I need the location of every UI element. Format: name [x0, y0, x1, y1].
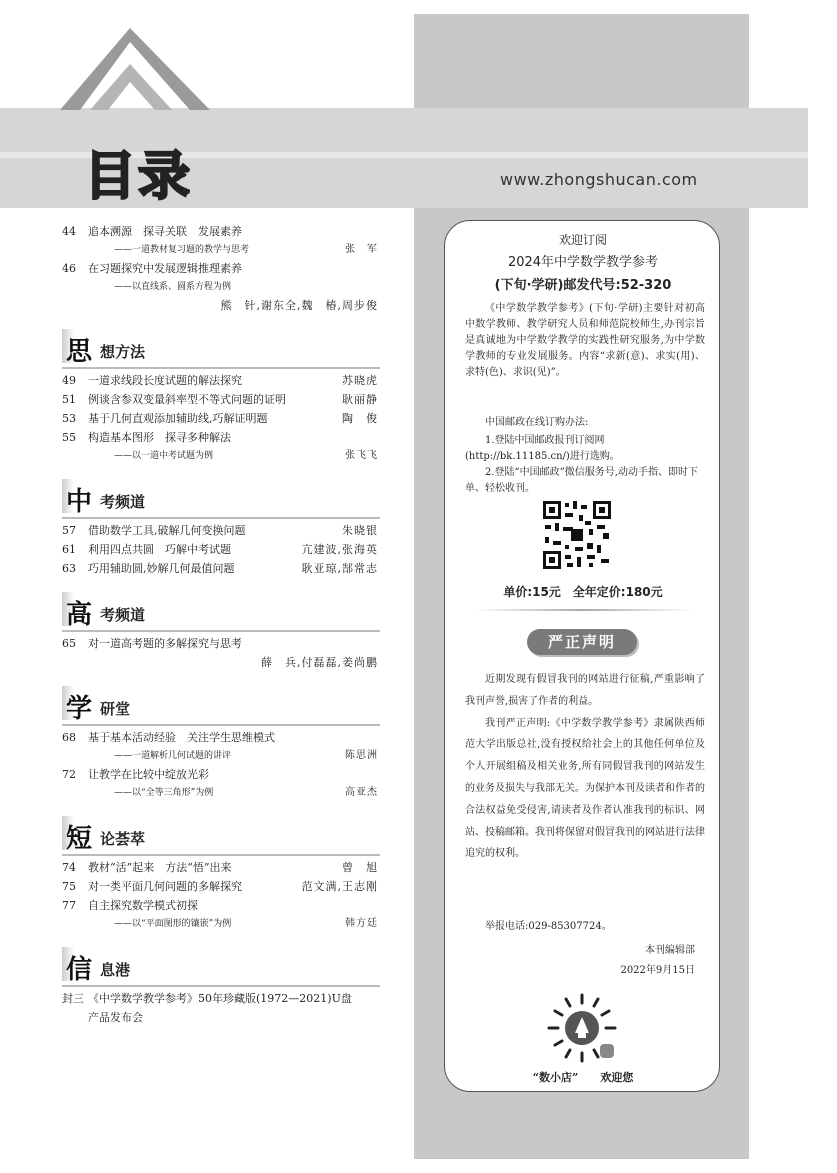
notice-date: 2022年9月15日 [620, 965, 695, 976]
article-subtitle: ——以“全等三角形”为例 [114, 788, 214, 798]
article-author: 耿丽静 [342, 393, 378, 406]
article-title: 利用四点共圆 巧解中考试题 [88, 543, 231, 556]
journal-year-title: 2024年中学数学教学参考 [507, 255, 659, 270]
article-author: 苏晓虎 [342, 374, 378, 387]
toc-entry[interactable] [62, 428, 380, 447]
toc-entry[interactable] [62, 728, 380, 747]
toc-author-row [62, 296, 380, 315]
article-title: 《中学数学教学参考》50年珍藏版(1972—2021)U盘 [88, 992, 352, 1005]
toc-entry[interactable] [62, 989, 380, 1008]
toc-entry[interactable] [62, 634, 380, 653]
order-heading: 中国邮政在线订购办法: [485, 417, 589, 428]
page-number: 55 [62, 431, 76, 444]
editorial-dept: 本刊编辑部 [645, 945, 695, 956]
section-title-big: 高 [66, 600, 93, 630]
mini-program-code-icon[interactable] [545, 991, 619, 1065]
welcome-text: 欢迎订阅 [558, 233, 607, 247]
article-author: 朱晓银 [342, 524, 378, 537]
toc-entry[interactable] [62, 371, 380, 390]
section-header [62, 816, 380, 858]
section-title-big: 信 [66, 955, 93, 985]
article-subtitle: ——一道解析几何试题的讲评 [114, 751, 232, 761]
article-author: 耿亚琼,郜常志 [301, 562, 378, 575]
toc-subtitle-row [62, 784, 380, 802]
page-number: 63 [62, 562, 76, 575]
toc-subtitle-row [62, 241, 380, 259]
article-subtitle: ——一道教材复习题的教学与思考 [114, 245, 250, 255]
article-author: 范文满,王志刚 [301, 880, 378, 893]
article-author: 陈思洲 [345, 750, 378, 761]
toc-entry[interactable] [62, 222, 380, 241]
article-title: 让教学在比较中绽放光彩 [88, 768, 209, 781]
notice-title-badge: 严正声明 [527, 629, 637, 655]
section-underline [62, 854, 380, 856]
page-number: 72 [62, 768, 76, 781]
page-number: 封三 [62, 992, 84, 1005]
page-number: 44 [62, 225, 76, 238]
article-title: 对一道高考题的多解探究与思考 [88, 637, 242, 650]
notice-paragraph-2: 我刊严正声明:《中学数学教学参考》隶属陕西师范大学出版总社,没有授权给社会上的其他任何单位及个人开展组稿及相关业务,所有同假冒我刊的网站发生的业务及损失与我部无关。为保护本刊及读者和作者的合法权益免受侵害,请读者及作者认准我刊的标识、网站、投稿邮箱。我刊将保留对假冒我刊的网站进行法律追究的权利。 [465, 717, 705, 860]
article-title: 教材“活”起来 方法“悟”出来 [88, 861, 232, 874]
article-title: 基于几何直观添加辅助线,巧解证明题 [88, 412, 268, 425]
shop-caption: “数小店” 欢迎您 [532, 1071, 634, 1084]
section-header [62, 592, 380, 634]
divider [473, 609, 693, 611]
notice-body [465, 669, 705, 865]
table-of-contents [62, 222, 380, 1027]
section-underline [62, 724, 380, 726]
page-number: 65 [62, 637, 76, 650]
article-subtitle: ——以“平面图形的镶嵌”为例 [114, 919, 232, 929]
article-title: 巧用辅助圆,妙解几何最值问题 [88, 562, 235, 575]
toc-entry[interactable] [62, 521, 380, 540]
section-underline [62, 367, 380, 369]
article-author: 曾 旭 [342, 861, 378, 874]
section-title-small: 考频道 [100, 606, 146, 624]
section-title-big: 学 [66, 694, 93, 724]
article-title: 自主探究数学模式初探 [88, 899, 198, 912]
section-header [62, 329, 380, 371]
page-title: 目录 [84, 147, 193, 207]
toc-entry[interactable] [62, 409, 380, 428]
article-title: 基于基本活动经验 关注学生思维模式 [88, 731, 275, 744]
page-number: 57 [62, 524, 76, 537]
article-subtitle: ——以一道中考试题为例 [114, 451, 214, 461]
toc-entry[interactable] [62, 540, 380, 559]
section-underline [62, 985, 380, 987]
page-number: 46 [62, 262, 76, 275]
toc-entry-continued [62, 1008, 380, 1027]
section-title-small: 息港 [100, 961, 131, 979]
page-number: 51 [62, 393, 76, 406]
section-title-big: 思 [66, 337, 93, 367]
postal-code: (下旬·学研)邮发代号:52-320 [494, 278, 672, 293]
page-number: 75 [62, 880, 76, 893]
order-method-2: 2.登陆“中国邮政”微信服务号,动动手指、即时下单、轻松收刊。 [465, 467, 698, 494]
section-header [62, 686, 380, 728]
article-title: 在习题探究中发展逻辑推理素养 [88, 262, 242, 275]
toc-entry[interactable] [62, 390, 380, 409]
article-subtitle: ——以直线系、圆系方程为例 [114, 282, 232, 292]
section-header [62, 479, 380, 521]
report-phone: 举报电话:029-85307724。 [485, 921, 612, 932]
toc-entry[interactable] [62, 559, 380, 578]
section-title-small: 研堂 [100, 700, 131, 718]
page-number: 53 [62, 412, 76, 425]
article-title: 追本溯源 探寻关联 发展素养 [88, 225, 242, 238]
article-author: 熊 针,谢东全,魏 椿,周步俊 [220, 299, 378, 312]
section-title-big: 中 [66, 487, 93, 517]
toc-subtitle-row [62, 447, 380, 465]
article-author: 张 军 [345, 244, 378, 255]
price-line: 单价:15元 全年定价:180元 [503, 585, 663, 599]
article-author: 薛 兵,付磊磊,姜尚鹏 [261, 656, 378, 669]
page-number: 49 [62, 374, 76, 387]
article-title: 对一类平面几何问题的多解探究 [88, 880, 242, 893]
section-title-big: 短 [66, 824, 93, 854]
roof-graphic [60, 20, 240, 140]
article-title: 借助数学工具,破解几何变换问题 [88, 524, 246, 537]
section-underline [62, 630, 380, 632]
section-header [62, 947, 380, 989]
toc-subtitle-row [62, 278, 380, 296]
notice-paragraph-1: 近期发现有假冒我刊的网站进行征稿,严重影响了我刊声誉,损害了作者的利益。 [465, 674, 705, 707]
page-number: 74 [62, 861, 76, 874]
toc-entry[interactable] [62, 259, 380, 278]
toc-subtitle-row [62, 747, 380, 765]
toc-author-row [62, 653, 380, 672]
article-author: 陶 俊 [342, 412, 378, 425]
page-number: 68 [62, 731, 76, 744]
toc-entry[interactable] [62, 877, 380, 896]
article-title: 例谈含参双变量斜率型不等式问题的证明 [88, 393, 286, 406]
subscription-card [444, 220, 720, 1092]
article-title: 一道求线段长度试题的解法探究 [88, 374, 242, 387]
article-author: 高亚杰 [345, 787, 378, 798]
toc-entry[interactable] [62, 765, 380, 784]
section-underline [62, 517, 380, 519]
qr-code-icon[interactable] [541, 499, 613, 571]
section-title-small: 论荟萃 [100, 830, 146, 848]
article-author: 韩方廷 [345, 918, 378, 929]
toc-entry[interactable] [62, 858, 380, 877]
order-method-1: 1.登陆中国邮政报刊订阅网(http://bk.11185.cn/)进行选购。 [465, 435, 620, 462]
section-title-small: 想方法 [100, 343, 146, 361]
toc-entry[interactable] [62, 896, 380, 915]
article-author: 张飞飞 [345, 450, 378, 461]
page-number: 61 [62, 543, 76, 556]
website-url[interactable]: www.zhongshucan.com [500, 170, 698, 189]
page-number: 77 [62, 899, 76, 912]
toc-subtitle-row [62, 915, 380, 933]
journal-intro: 《中学数学教学参考》(下旬·学研)主要针对初高中数学教师、教学研究人员和师范院校师生,办刊宗旨是真诚地为中学数学教学的实践性研究服务,为中学数学教师的专业发展服务。内容“求新(意)、求实(用)、求特(色)、求识(见)”。 [465, 303, 705, 378]
article-title: 构造基本图形 探寻多种解法 [88, 431, 231, 444]
section-title-small: 考频道 [100, 493, 146, 511]
article-title-line2: 产品发布会 [88, 1011, 143, 1024]
article-author: 亢建波,张海英 [301, 543, 378, 556]
